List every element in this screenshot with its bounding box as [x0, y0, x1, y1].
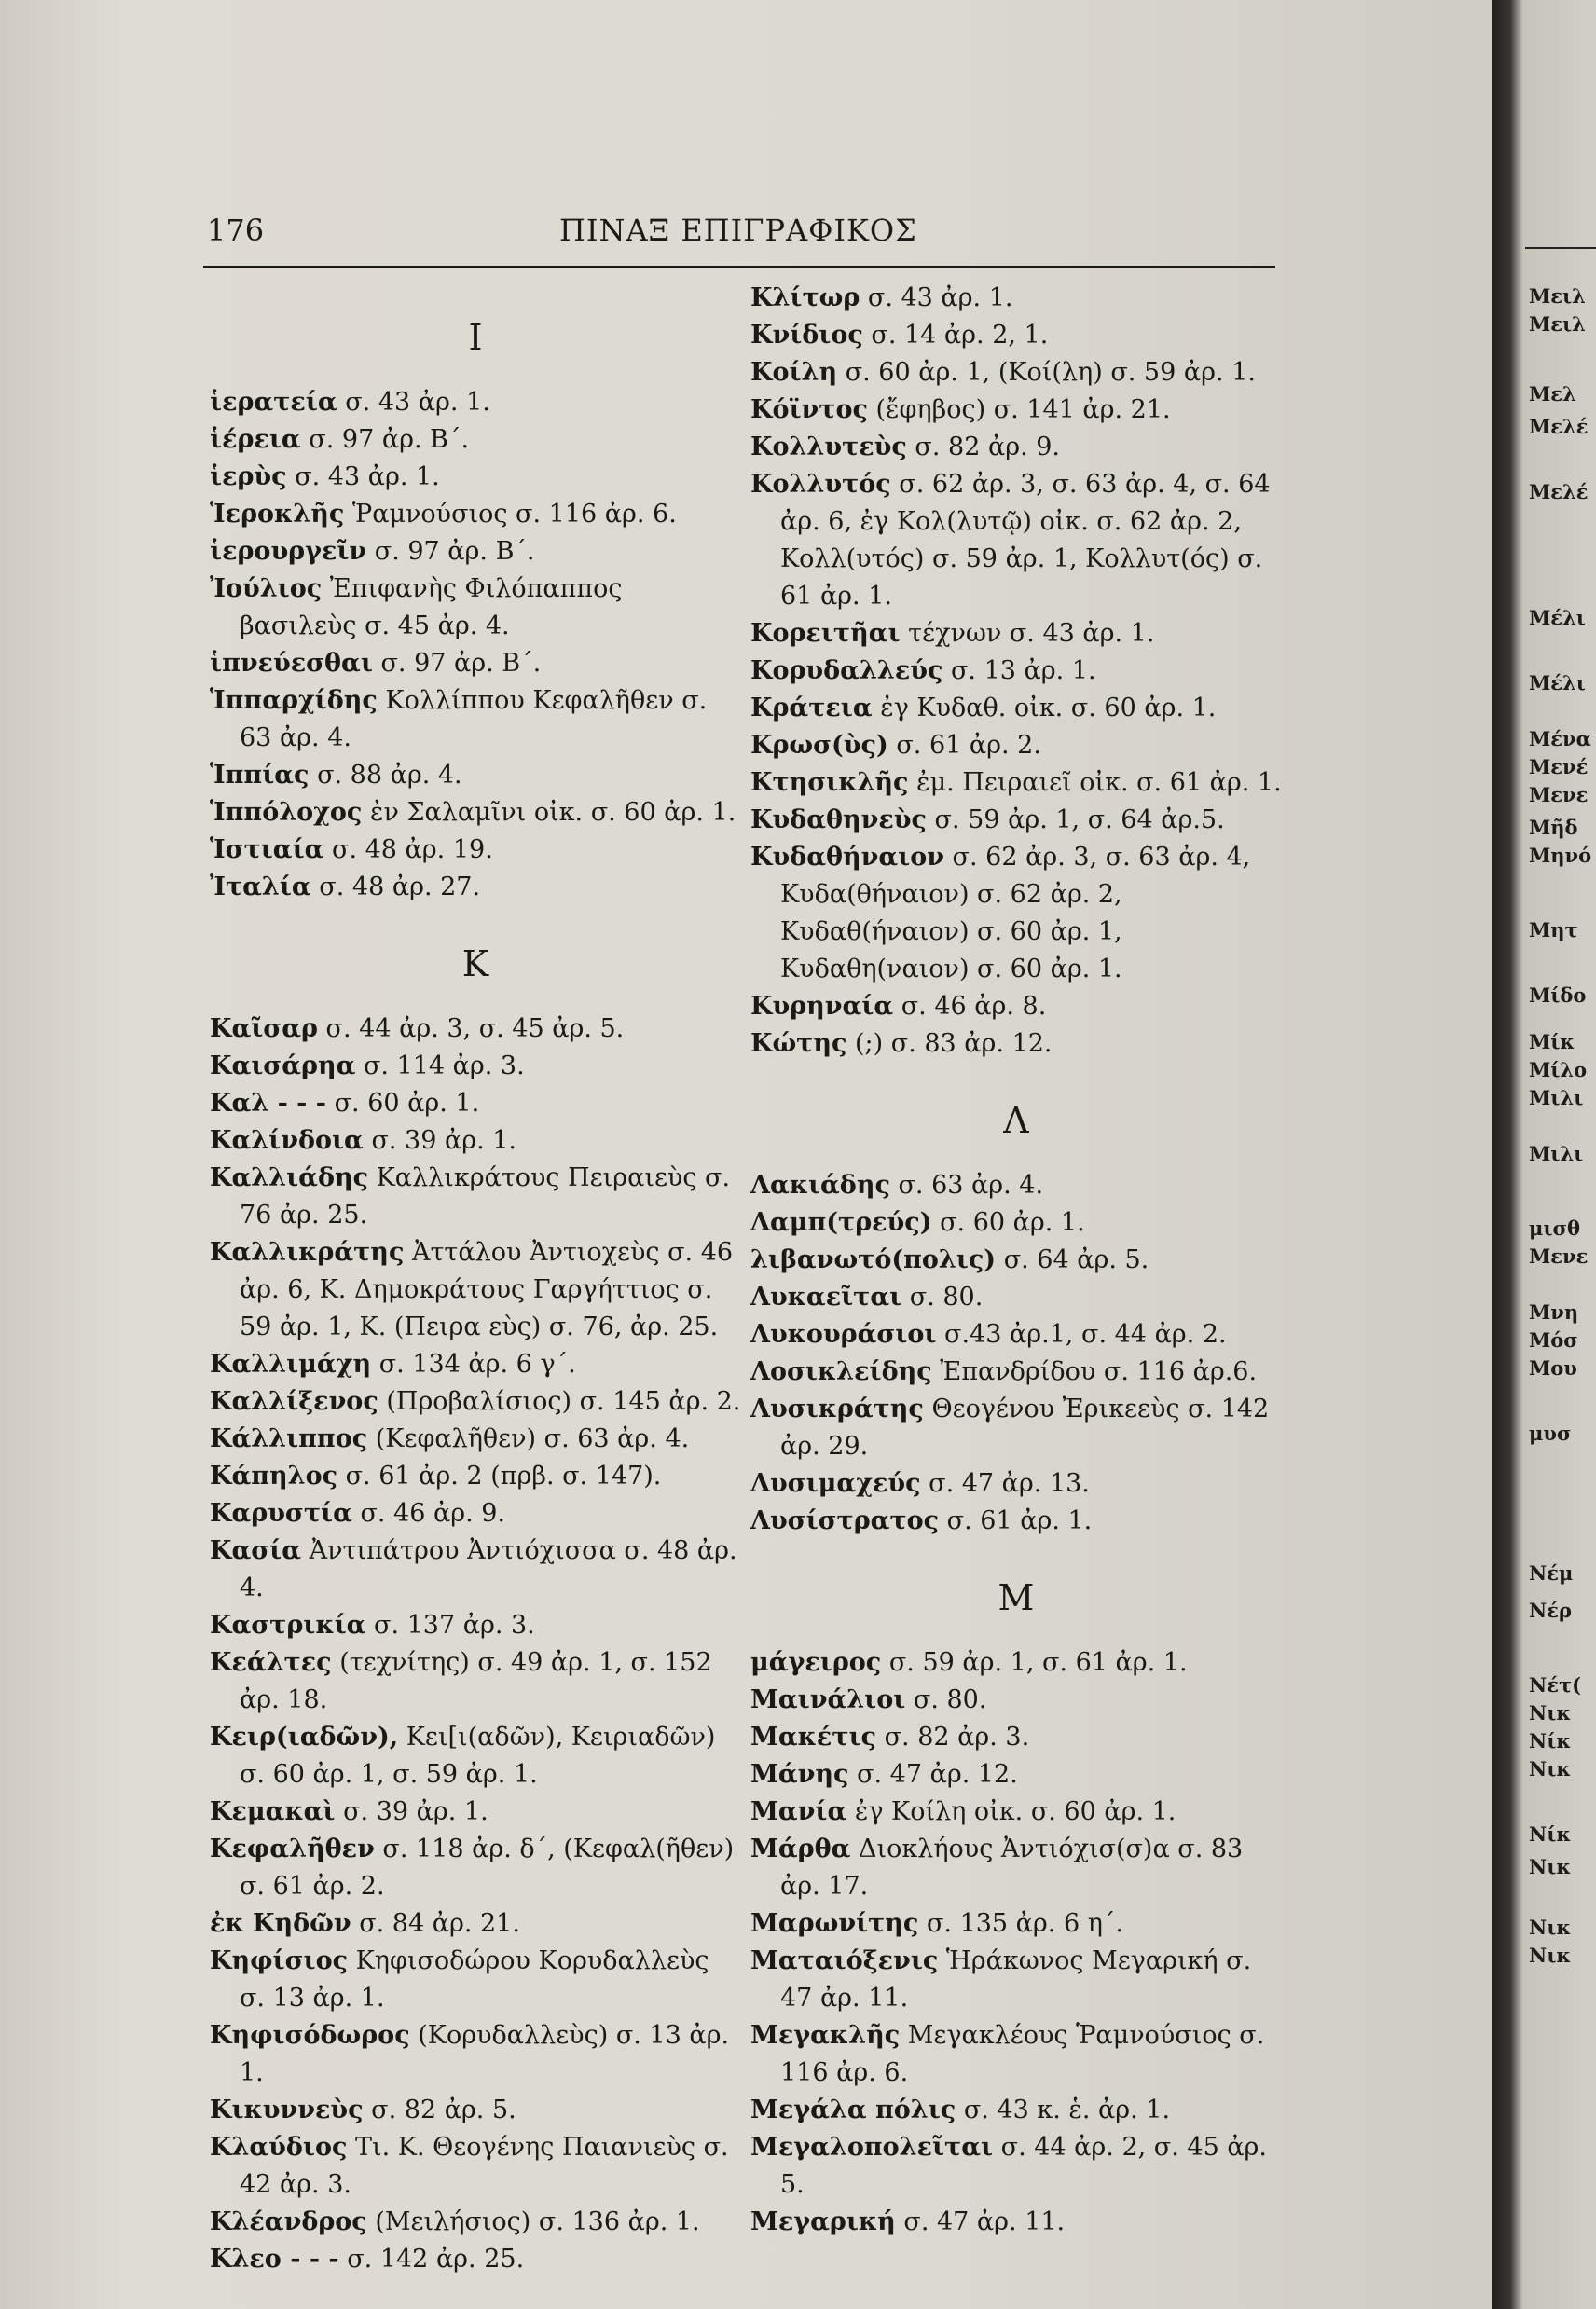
entry-lemma: Λυκουράσιοι: [750, 1320, 937, 1349]
entry-reference: σ. 59 ἀρ. 1, σ. 64 ἀρ.5.: [934, 805, 1225, 834]
index-entry: [210, 421, 741, 459]
entry-lemma: Μαινάλιοι: [750, 1685, 906, 1714]
entry-lemma: Κτησικλῆς: [750, 768, 909, 797]
index-entry: [210, 1495, 741, 1532]
index-entry: [210, 1346, 741, 1383]
entry-lemma: Κηφισόδωρος: [210, 2021, 410, 2050]
entry-lemma: Καλλιμάχη: [210, 1350, 372, 1379]
entry-reference: σ. 97 ἀρ. Β΄.: [374, 537, 535, 566]
entry-lemma: Καστρικία: [210, 1611, 366, 1640]
left-column: [210, 280, 741, 2278]
entry-reference: (τεχνίτης) σ. 49 ἀρ. 1, σ. 152 ἀρ. 18.: [240, 1648, 712, 1714]
facing-page-fragment: Μῆδ: [1529, 816, 1578, 839]
entry-lemma: Κηφίσιος: [210, 1946, 349, 1975]
entry-reference: σ. 80.: [909, 1283, 984, 1312]
facing-page-rule: [1525, 247, 1596, 249]
entry-reference: σ. 14 ἀρ. 2, 1.: [871, 321, 1049, 350]
entry-lemma: Κοίλη: [750, 358, 838, 387]
entry-lemma: Ἱεροκλῆς: [210, 500, 345, 529]
entry-reference: σ. 44 ἀρ. 2, σ. 45 ἀρ. 5.: [780, 2133, 1268, 2199]
entry-lemma: Καλίνδοια: [210, 1126, 364, 1155]
index-entry: [750, 653, 1282, 690]
facing-page-fragment: Μίδο: [1529, 983, 1587, 1007]
index-entry: [750, 466, 1282, 615]
entry-reference: σ. 46 ἀρ. 8.: [901, 992, 1047, 1021]
entry-reference: σ. 88 ἀρ. 4.: [317, 761, 462, 790]
index-entry: [750, 1204, 1282, 1242]
index-entry: [210, 757, 741, 794]
facing-page-fragment: Μελέ: [1529, 415, 1589, 438]
facing-page-fragment: Μιλι: [1529, 1142, 1584, 1165]
entry-reference: Τι. Κ. Θεογένης Παιανιεὺς σ. 42 ἀρ. 3.: [240, 2133, 729, 2199]
entry-reference: σ. 43 ἀρ. 1.: [295, 462, 440, 491]
section-letter: Κ: [461, 943, 489, 984]
entry-reference: σ. 39 ἀρ. 1.: [343, 1797, 488, 1826]
entry-lemma: Κυρηναία: [750, 992, 894, 1021]
entry-lemma: Μεγάλα πόλις: [750, 2096, 956, 2124]
index-entry: [750, 317, 1282, 354]
index-entry: [750, 690, 1282, 727]
entry-reference: Θεογένου Ἐρικεεὺς σ. 142 ἀρ. 29.: [780, 1395, 1270, 1461]
section-letter: Μ: [998, 1577, 1035, 1618]
facing-page-fragment: Μηνό: [1529, 844, 1592, 867]
entry-lemma: ἱπνεύεσθαι: [210, 649, 373, 678]
index-entry: [210, 1048, 741, 1085]
index-entry: [210, 1607, 741, 1644]
entry-lemma: Λυσιμαχεύς: [750, 1469, 921, 1498]
entry-lemma: Κλαύδιος: [210, 2133, 348, 2162]
index-entry: [750, 615, 1282, 653]
index-entry: [750, 1943, 1282, 2017]
facing-page-fragment: Μενε: [1529, 1244, 1589, 1268]
entry-reference: σ.43 ἀρ.1, σ. 44 ἀρ. 2.: [944, 1320, 1227, 1349]
entry-lemma: Μεγακλῆς: [750, 2021, 901, 2050]
entry-reference: σ. 135 ἀρ. 6 η΄.: [926, 1909, 1123, 1938]
entry-reference: σ. 82 ἀρ. 5.: [371, 2096, 516, 2124]
entry-reference: σ. 82 ἀρ. 3.: [884, 1723, 1030, 1752]
entry-lemma: Κυδαθήναιον: [750, 843, 944, 872]
index-entry: [750, 839, 1282, 988]
index-entry: [750, 1644, 1282, 1682]
index-entry: [750, 354, 1282, 392]
entry-lemma: Λυσικράτης: [750, 1395, 924, 1423]
facing-page-fragment: Μέλι: [1529, 606, 1586, 629]
entry-reference: σ. 44 ἀρ. 3, σ. 45 ἀρ. 5.: [325, 1014, 625, 1043]
index-entry: [750, 1831, 1282, 1905]
entry-reference: σ. 114 ἀρ. 3.: [363, 1051, 525, 1080]
facing-page-fragment: Νικ: [1529, 1944, 1572, 1967]
index-entry: [750, 2092, 1282, 2129]
index-entry: [210, 1010, 741, 1048]
index-entry: [750, 1354, 1282, 1391]
entry-lemma: Κνίδιος: [750, 321, 863, 350]
facing-page-fragment: Μελ: [1529, 382, 1576, 405]
index-entry: [210, 1644, 741, 1719]
entry-lemma: μάγειρος: [750, 1648, 882, 1677]
entry-lemma: Ἱππίας: [210, 761, 310, 790]
index-entry: [210, 570, 741, 645]
page-number: 176: [207, 213, 265, 248]
running-title: ΠΙΝΑΞ ΕΠΙΓΡΑΦΙΚΟΣ: [559, 213, 917, 248]
entry-reference: Καλλικράτους Πειραιεὺς σ. 76 ἀρ. 25.: [240, 1163, 731, 1230]
index-entry: [210, 2092, 741, 2129]
facing-page-fragment: Μητ: [1529, 918, 1578, 941]
index-entry: [210, 1458, 741, 1495]
facing-page-fragment: Νίκ: [1529, 1729, 1572, 1752]
entry-lemma: Καλλίξενος: [210, 1387, 378, 1416]
entry-reference: σ. 47 ἀρ. 13.: [929, 1469, 1090, 1498]
entry-lemma: Κλέανδρος: [210, 2207, 367, 2236]
facing-page-fragment: μυσ: [1529, 1422, 1572, 1445]
entry-lemma: Μεγαρική: [750, 2207, 896, 2236]
entry-lemma: Κεάλτες: [210, 1648, 332, 1677]
index-entry: [750, 802, 1282, 839]
entry-reference: σ. 61 ἀρ. 2 (πρβ. σ. 147).: [345, 1462, 662, 1491]
index-entry: [750, 1503, 1282, 1540]
entry-reference: σ. 60 ἀρ. 1.: [940, 1208, 1085, 1237]
index-entry: [750, 2204, 1282, 2241]
entry-lemma: Κρωσ(ὺς): [750, 731, 888, 760]
entry-reference: σ. 60 ἀρ. 1, (Κοί(λη) σ. 59 ἀρ. 1.: [845, 358, 1256, 387]
index-entry: [210, 682, 741, 757]
index-entry: [750, 988, 1282, 1025]
facing-page-fragment: Μειλ: [1529, 312, 1586, 336]
entry-reference: σ. 137 ἀρ. 3.: [374, 1611, 535, 1640]
entry-reference: σ. 43 κ. ἑ. ἀρ. 1.: [963, 2096, 1171, 2124]
index-entry: [750, 1719, 1282, 1756]
entry-reference: σ. 48 ἀρ. 27.: [319, 873, 481, 901]
entry-reference: σ. 43 ἀρ. 1.: [867, 283, 1013, 312]
index-entry: [210, 1383, 741, 1421]
entry-reference: τέχνων σ. 43 ἀρ. 1.: [908, 619, 1155, 648]
index-entry: [750, 1167, 1282, 1204]
entry-reference: Διοκλήους Ἀντιόχισ(σ)α σ. 83 ἀρ. 17.: [780, 1835, 1244, 1901]
index-entry: [210, 645, 741, 682]
entry-lemma: Κυδαθηνεὺς: [750, 805, 927, 834]
index-entry: [210, 2241, 741, 2278]
entry-reference: σ. 97 ἀρ. Β΄.: [380, 649, 542, 678]
entry-reference: Ἀττάλου Ἀντιοχεὺς σ. 46 ἀρ. 6, Κ. Δημοκράτους Γαργήττιος σ. 59 ἀρ. 1, Κ. (Πειρα εὺς) σ. 76, ἀρ. 25.: [240, 1238, 734, 1341]
entry-reference: σ. 39 ἀρ. 1.: [371, 1126, 517, 1155]
entry-lemma: λιβανωτό(πολις): [750, 1245, 997, 1274]
section-letter: Ι: [468, 317, 483, 358]
entry-reference: Κει[ι(αδῶν), Κειριαδῶν) σ. 60 ἀρ. 1, σ. 59 ἀρ. 1.: [240, 1723, 716, 1789]
entry-lemma: Μεγαλοπολεῖται: [750, 2133, 994, 2162]
section-letter: Λ: [1003, 1100, 1029, 1141]
entry-lemma: Καρυστία: [210, 1499, 352, 1528]
entry-reference: (ἔφηβος) σ. 141 ἀρ. 21.: [875, 395, 1171, 424]
index-entry: [210, 2204, 741, 2241]
entry-lemma: Ἰταλία: [210, 873, 311, 901]
facing-page-fragment: Μέλι: [1529, 671, 1586, 694]
index-entry: [210, 1234, 741, 1346]
entry-reference: σ. 64 ἀρ. 5.: [1003, 1245, 1149, 1274]
entry-lemma: Καλλιάδης: [210, 1163, 369, 1192]
entry-reference: σ. 13 ἀρ. 1.: [951, 656, 1096, 685]
entry-reference: Ἡράκωνος Μεγαρική σ. 47 ἀρ. 11.: [780, 1946, 1252, 2013]
entry-lemma: Καλλικράτης: [210, 1238, 405, 1267]
entry-lemma: Λυκαεῖται: [750, 1283, 902, 1312]
entry-reference: (Κορυδαλλεὺς) σ. 13 ἀρ. 1.: [240, 2021, 730, 2087]
entry-reference: Ἀντιπάτρου Ἀντιόχισσα σ. 48 ἀρ. 4.: [240, 1536, 737, 1602]
index-entry: [750, 1794, 1282, 1831]
entry-reference: Ἐπανδρίδου σ. 116 ἀρ.6.: [940, 1357, 1258, 1386]
facing-page-fragment: Νέμ: [1529, 1561, 1574, 1585]
index-entry: [210, 869, 741, 906]
entry-reference: σ. 134 ἀρ. 6 γ΄.: [378, 1350, 576, 1379]
entry-lemma: Κράτεια: [750, 694, 873, 722]
index-entry: [750, 1756, 1282, 1794]
entry-lemma: Ἱππόλοχος: [210, 798, 363, 827]
entry-reference: (Κεφαλῆθεν) σ. 63 ἀρ. 4.: [375, 1424, 690, 1453]
facing-page-fragment: Μόσ: [1529, 1328, 1578, 1352]
facing-page-fragment: Μνη: [1529, 1300, 1579, 1324]
entry-lemma: Λοσικλείδης: [750, 1357, 932, 1386]
index-entry: [210, 1943, 741, 2017]
facing-page-fragment: Νέρ: [1529, 1599, 1572, 1622]
index-entry: [750, 1391, 1282, 1465]
index-entry: [750, 1279, 1282, 1316]
entry-lemma: ἐκ Κηδῶν: [210, 1909, 351, 1938]
entry-reference: σ. 60 ἀρ. 1.: [334, 1089, 480, 1118]
entry-reference: σ. 61 ἀρ. 1.: [946, 1506, 1093, 1535]
entry-lemma: Μάνης: [750, 1760, 849, 1789]
entry-reference: σ. 62 ἀρ. 3, σ. 63 ἀρ. 4, σ. 64 ἀρ. 6, ἐγ Κολ(λυτῷ) οἰκ. σ. 62 ἀρ. 2, Κολλ(υτός) σ. 59 ἀρ. 1, Κολλυτ(ός) σ. 61 ἀρ. 1.: [780, 470, 1271, 611]
entry-lemma: Κώτης: [750, 1029, 847, 1058]
entry-lemma: Καλ - - -: [210, 1089, 326, 1118]
facing-page-fragment: Νικ: [1529, 1916, 1572, 1939]
entry-lemma: Μανία: [750, 1797, 847, 1826]
index-entry: [210, 1905, 741, 1943]
entry-lemma: Μακέτις: [750, 1723, 876, 1752]
entry-reference: (;) σ. 83 ἀρ. 12.: [855, 1029, 1053, 1058]
index-entry: [210, 1719, 741, 1794]
entry-reference: σ. 48 ἀρ. 19.: [332, 835, 493, 864]
index-entry: [210, 384, 741, 421]
index-entry: [210, 2129, 741, 2204]
index-entry: [210, 1085, 741, 1122]
entry-reference: σ. 97 ἀρ. Β΄.: [309, 425, 470, 454]
entry-reference: Κηφισοδώρου Κορυδαλλεὺς σ. 13 ἀρ. 1.: [240, 1946, 709, 2013]
entry-reference: σ. 80.: [913, 1685, 987, 1714]
entry-lemma: Λαμπ(τρεύς): [750, 1208, 932, 1237]
index-entry: [750, 1682, 1282, 1719]
entry-lemma: ἱερουργεῖν: [210, 537, 367, 566]
right-column: [750, 280, 1282, 2241]
entry-reference: σ. 118 ἀρ. δ΄, (Κεφαλ(ῆθεν) σ. 61 ἀρ. 2.: [240, 1835, 735, 1901]
index-entry: [210, 1532, 741, 1607]
facing-page-fragment: Μενε: [1529, 783, 1589, 806]
index-entry: [210, 1421, 741, 1458]
entry-reference: ἐγ Κοίλη οἰκ. σ. 60 ἀρ. 1.: [854, 1797, 1176, 1826]
entry-lemma: Κολλυτός: [750, 470, 891, 499]
entry-reference: σ. 61 ἀρ. 2.: [896, 731, 1041, 760]
index-entry: [750, 2017, 1282, 2092]
entry-reference: Ῥαμνούσιος σ. 116 ἀρ. 6.: [351, 500, 677, 529]
entry-reference: σ. 63 ἀρ. 4.: [898, 1171, 1044, 1200]
facing-page-fragment: Νίκ: [1529, 1822, 1572, 1846]
index-entry: [750, 727, 1282, 764]
index-entry: [210, 533, 741, 570]
entry-lemma: Κειρ(ιαδῶν),: [210, 1723, 399, 1752]
entry-lemma: Λακιάδης: [750, 1171, 890, 1200]
entry-reference: σ. 62 ἀρ. 3, σ. 63 ἀρ. 4, Κυδα(θήναιον) σ. 62 ἀρ. 2, Κυδαθ(ήναιον) σ. 60 ἀρ. 1, Κυδαθη(ναιον) σ. 60 ἀρ. 1.: [780, 843, 1251, 983]
header-rule: [203, 266, 1275, 268]
entry-lemma: Ματαιόξενις: [750, 1946, 939, 1975]
index-entry: [750, 1905, 1282, 1943]
index-entry: [210, 2017, 741, 2092]
entry-lemma: Μάρθα: [750, 1835, 851, 1863]
facing-page-fragment: Νέτ(: [1529, 1673, 1582, 1697]
entry-lemma: Ἰούλιος: [210, 574, 323, 603]
entry-reference: σ. 47 ἀρ. 12.: [857, 1760, 1018, 1789]
index-entry: [210, 1122, 741, 1160]
entry-lemma: Καῖσαρ: [210, 1014, 318, 1043]
entry-reference: σ. 142 ἀρ. 25.: [347, 2245, 525, 2274]
index-entry: [750, 764, 1282, 802]
index-entry: [750, 429, 1282, 466]
entry-reference: σ. 59 ἀρ. 1, σ. 61 ἀρ. 1.: [888, 1648, 1188, 1677]
index-entry: [210, 794, 741, 832]
entry-lemma: Κάλλιππος: [210, 1424, 368, 1453]
entry-lemma: Κλεο - - -: [210, 2245, 339, 2274]
index-entry: [750, 1465, 1282, 1503]
entry-lemma: ἱέρεια: [210, 425, 301, 454]
index-entry: [210, 832, 741, 869]
index-entry: [210, 1160, 741, 1234]
entry-lemma: Κάπηλος: [210, 1462, 338, 1491]
entry-reference: (Μειλήσιος) σ. 136 ἀρ. 1.: [375, 2207, 700, 2236]
entry-reference: σ. 43 ἀρ. 1.: [345, 388, 490, 417]
entry-lemma: Κολλυτεὺς: [750, 433, 907, 461]
entry-lemma: Μαρωνίτης: [750, 1909, 919, 1938]
entry-reference: σ. 82 ἀρ. 9.: [915, 433, 1060, 461]
facing-page-fragment: Νικ: [1529, 1855, 1572, 1878]
facing-page-fragment: Μένα: [1529, 727, 1591, 750]
entry-lemma: Ἱστιαία: [210, 835, 324, 864]
entry-reference: (Προβαλίσιος) σ. 145 ἀρ. 2.: [386, 1387, 741, 1416]
index-entry: [210, 496, 741, 533]
index-entry: [750, 280, 1282, 317]
page-header: [0, 213, 1492, 250]
entry-reference: ἐν Σαλαμῖνι οἰκ. σ. 60 ἀρ. 1.: [369, 798, 736, 827]
entry-lemma: Κλίτωρ: [750, 283, 860, 312]
entry-lemma: Κόϊντος: [750, 395, 868, 424]
entry-lemma: Κορειτῆαι: [750, 619, 901, 648]
entry-lemma: Κεφαλῆθεν: [210, 1835, 375, 1863]
facing-page-fragment: Νικ: [1529, 1701, 1572, 1725]
entry-reference: ἐγ Κυδαθ. οἰκ. σ. 60 ἀρ. 1.: [880, 694, 1217, 722]
index-entry: [750, 2129, 1282, 2204]
facing-page-fragment: Νικ: [1529, 1757, 1572, 1780]
facing-page-fragment: Μειλ: [1529, 284, 1586, 308]
facing-page-edge: [1492, 0, 1596, 2309]
entry-reference: Ἐπιφανὴς Φιλόπαππος βασιλεὺς σ. 45 ἀρ. 4.: [240, 574, 623, 640]
index-entry: [750, 1025, 1282, 1063]
facing-page-fragment: μισθ: [1529, 1216, 1581, 1240]
index-entry: [750, 1316, 1282, 1354]
entry-lemma: Κορυδαλλεύς: [750, 656, 943, 685]
entry-reference: Κολλίππου Κεφαλῆθεν σ. 63 ἀρ. 4.: [240, 686, 708, 752]
entry-lemma: Κικυννεὺς: [210, 2096, 364, 2124]
entry-lemma: Καισάρηα: [210, 1051, 356, 1080]
entry-lemma: Ἱππαρχίδης: [210, 686, 378, 715]
facing-page-fragment: Μενέ: [1529, 755, 1589, 778]
index-entry: [210, 1831, 741, 1905]
index-entry: [750, 392, 1282, 429]
facing-page-fragment: Μιλι: [1529, 1086, 1584, 1109]
entry-reference: σ. 46 ἀρ. 9.: [360, 1499, 506, 1528]
entry-reference: σ. 84 ἀρ. 21.: [359, 1909, 520, 1938]
entry-reference: ἐμ. Πειραιεῖ οἰκ. σ. 61 ἀρ. 1.: [916, 768, 1282, 797]
entry-lemma: ἱερατεία: [210, 388, 337, 417]
entry-lemma: ἱερὺς: [210, 462, 287, 491]
entry-reference: Μεγακλέους Ῥαμνούσιος σ. 116 ἀρ. 6.: [780, 2021, 1265, 2087]
index-entry: [210, 459, 741, 496]
facing-page-fragment: Μελέ: [1529, 480, 1589, 503]
entry-lemma: Λυσίστρατος: [750, 1506, 940, 1535]
index-entry: [750, 1242, 1282, 1279]
entry-reference: σ. 47 ἀρ. 11.: [903, 2207, 1066, 2236]
facing-page-fragment: Μίλο: [1529, 1058, 1588, 1081]
facing-page-fragment: Μου: [1529, 1356, 1577, 1380]
facing-page-fragment: Μίκ: [1529, 1030, 1575, 1053]
entry-lemma: Κεμακαὶ: [210, 1797, 336, 1826]
entry-lemma: Κασία: [210, 1536, 301, 1565]
index-entry: [210, 1794, 741, 1831]
